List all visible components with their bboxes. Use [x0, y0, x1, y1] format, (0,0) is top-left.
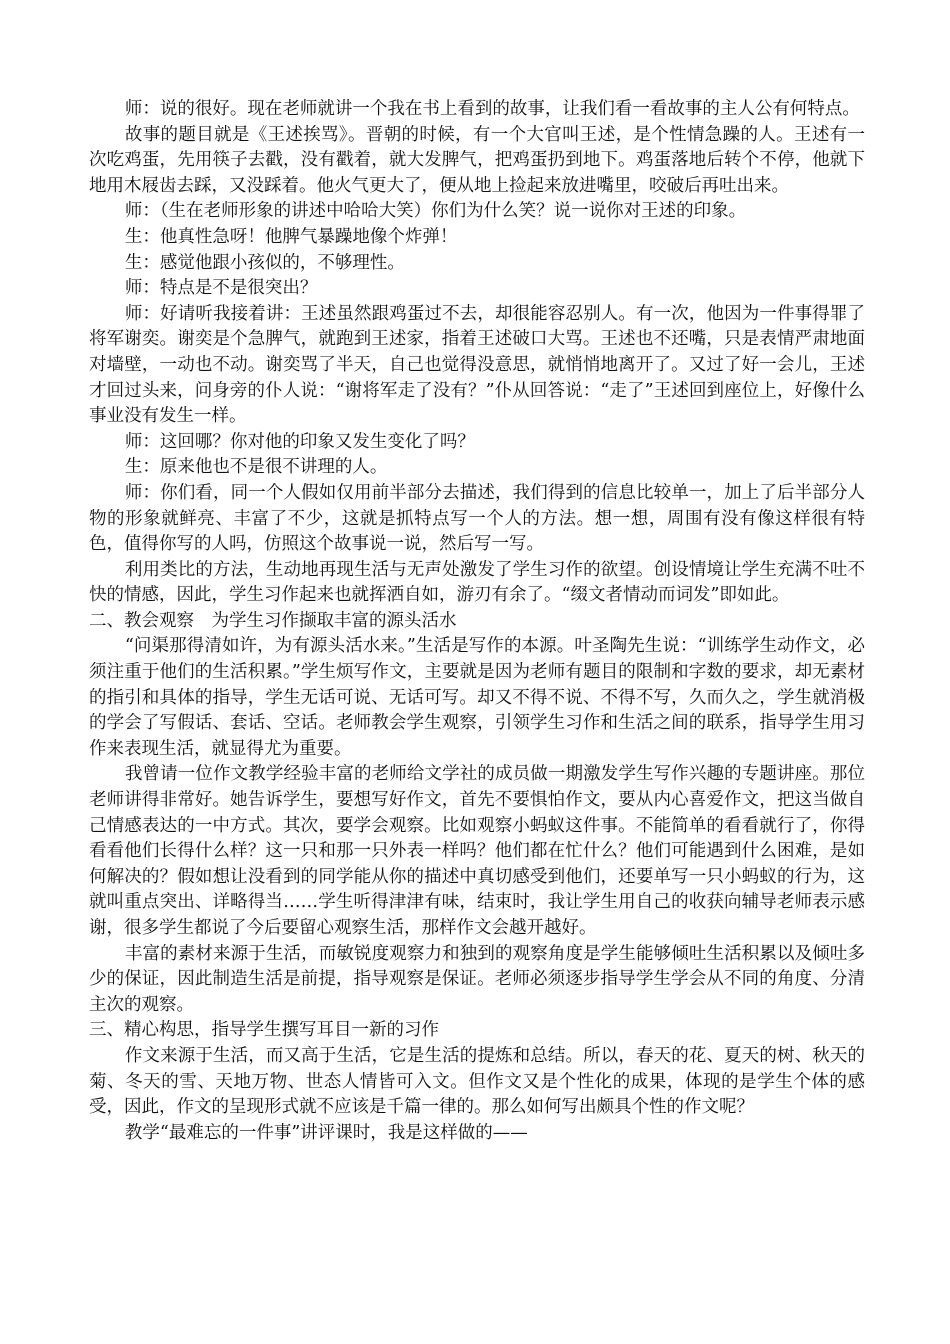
paragraph: “问渠那得清如许，为有源头活水来。”生活是写作的本源。叶圣陶先生说：“训练学生动作文，必须注重于他们的生活积累。”学生烦写作文，主要就是因为老师有题目的限制和字数的要求，却无素材的指引和具体的指导，学生无话可说、无话可写。却又不得不说、不得不写，久而久之，学生就消极的学会了写假话、套话、空话。老师教会学生观察，引领学生习作和生活之间的联系，指导学生用习作来表现生活，就显得尤为重要。 — [89, 636, 865, 759]
paragraph: 师：（生在老师形象的讲述中哈哈大笑）你们为什么笑？说一说你对王述的印象。 — [124, 201, 747, 222]
paragraph: 师：特点是不是很突出？ — [124, 278, 318, 299]
paragraph: 教学“最难忘的一件事”讲评课时，我是这样做的—— — [124, 1122, 528, 1143]
paragraph: 师：你们看，同一个人假如仅用前半部分去描述，我们得到的信息比较单一，加上了后半部分人物的形象就鲜亮、丰富了不少，这就是抓特点写一个人的方法。想一想，周围有没有像这样很有特色，值得你写的人吗，仿照这个故事说一说，然后写一写。 — [89, 482, 865, 555]
paragraph: 丰富的素材来源于生活，而敏锐度观察力和独到的观察角度是学生能够倾吐生活积累以及倾吐多少的保证，因此制造生活是前提，指导观察是保证。老师必须逐步指导学生学会从不同的角度、分清主次的观察。 — [89, 943, 865, 1015]
paragraph: 师：好请听我接着讲：王述虽然跟鸡蛋过不去，却很能容忍别人。有一次，他因为一件事得罪了将军谢奕。谢奕是个急脾气，就跑到王述家，指着王述破口大骂。王述也不还嘴，只是表情严肃地面对墙壁，一动也不动。谢奕骂了半天，自己也觉得没意思，就悄悄地离开了。又过了好一会儿，王述才回过头来，问身旁的仆人说：“谢将军走了没有？”仆从回答说：“走了”王述回到座位上，好像什么事业没有发生一样。 — [89, 303, 865, 427]
paragraph: 师：说的很好。现在老师就讲一个我在书上看到的故事，让我们看一看故事的主人公有何特点。 — [124, 99, 860, 119]
paragraph: 师：这回哪？你对他的印象又发生变化了吗？ — [124, 431, 475, 452]
document-body — [89, 97, 865, 1146]
section-heading: 三、精心构思，指导学生撰写耳目一新的习作 — [89, 1020, 439, 1041]
paragraph: 生：他真性急呀！他脾气暴躁地像个炸弹！ — [124, 226, 458, 247]
paragraph: 作文来源于生活，而又高于生活，它是生活的提炼和总结。所以，春天的花、夏天的树、秋天的菊、冬天的雪、天地万物、世态人情皆可入文。但作文又是个性化的成果，体现的是学生个体的感受，因此，作文的呈现形式就不应该是千篇一律的。那么如何写出颇具个性的作文呢？ — [89, 1045, 865, 1118]
section-heading: 二、教会观察 为学生习作撷取丰富的源头活水 — [89, 610, 457, 631]
paragraph: 利用类比的方法，生动地再现生活与无声处激发了学生习作的欲望。创设情境让学生充满不吐不快的情感，因此，学生习作起来也就挥洒自如，游刃有余了。“缀文者情动而词发”即如此。 — [89, 559, 865, 606]
paragraph: 生：感觉他跟小孩似的，不够理性。 — [124, 252, 405, 273]
paragraph: 我曾请一位作文教学经验丰富的老师给文学社的成员做一期激发学生写作兴趣的专题讲座。那位老师讲得非常好。她告诉学生，要想写好作文，首先不要惧怕作文，要从内心喜爱作文，把这当做自己情感表达的一中方式。其次，要学会观察。比如观察小蚂蚁这件事。不能简单的看看就行了，你得看看他们长得什么样？这一只和那一只外表一样吗？他们都在忙什么？他们可能遇到什么困难，是如何解决的？假如想让没看到的同学能从你的描述中真切感受到他们，还要单写一只小蚂蚁的行为，这就叫重点突出、详略得当……学生听得津津有味，结束时，我让学生用自己的收获向辅导老师表示感谢，很多学生都说了今后要留心观察生活，那样作文会越开越好。 — [89, 764, 865, 938]
paragraph: 故事的题目就是《王述挨骂》。晋朝的时候，有一个大官叫王述，是个性情急躁的人。王述有一次吃鸡蛋，先用筷子去戳，没有戳着，就大发脾气，把鸡蛋扔到地下。鸡蛋落地后转个不停，他就下地用木屐齿去踩，又没踩着。他火气更大了，便从地上捡起来放进嘴里，咬破后再吐出来。 — [89, 124, 865, 196]
paragraph: 生：原来他也不是很不讲理的人。 — [124, 457, 388, 478]
